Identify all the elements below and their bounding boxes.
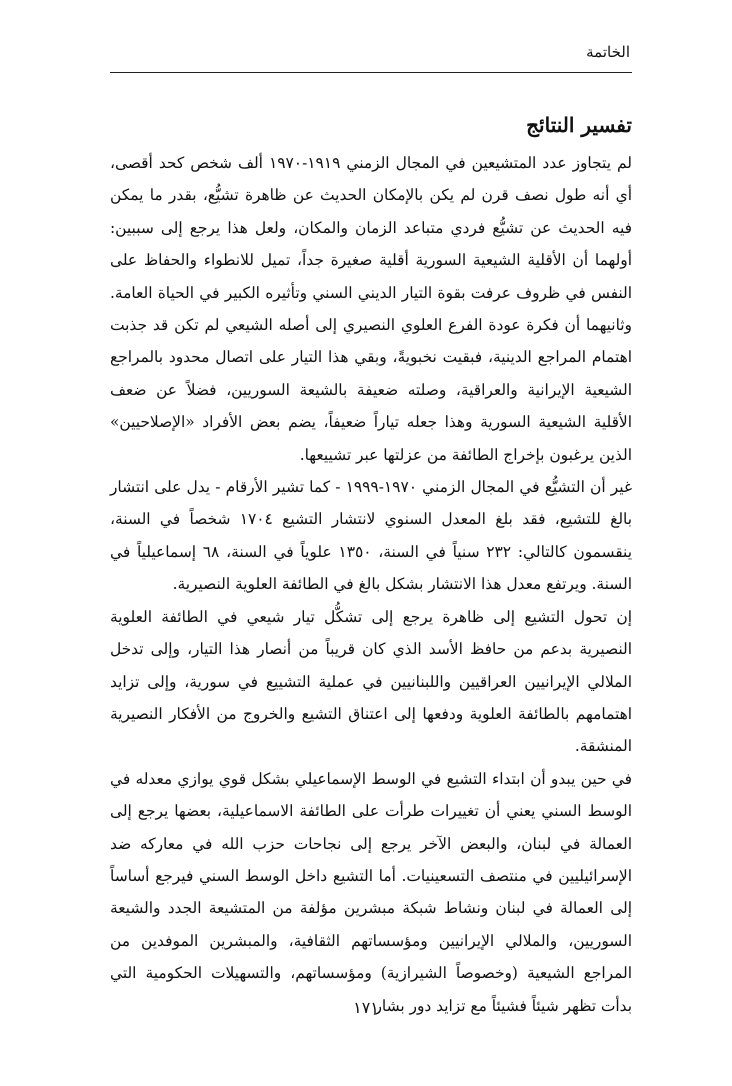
paragraph-3: إن تحول التشيع إلى ظاهرة يرجع إلى تشكُّل تيار شيعي في الطائفة العلوية النصيرية بدعم من حافظ الأسد الذي كان قريباً من أنصار هذا التيار، وإلى تدخل الملالي الإيرانيين العراقيين واللبنانيين في عملية التشييع في سورية، وإلى تزايد اهتمامهم بالطائفة العلوية ودفعها إلى اعتناق التشيع والخروج من الأفكار النصيرية المنشقة. (110, 607, 632, 756)
body-text (110, 147, 632, 1022)
paragraph-1: لم يتجاوز عدد المتشيعين في المجال الزمني ١٩١٩-١٩٧٠ ألف شخص كحد أقصى، أي أنه طول نصف قرن لم يكن بالإمكان الحديث عن ظاهرة تشيُّع، بقدر ما يمكن فيه الحديث عن تشيُّع فردي متباعد الزمان والمكان، ولعل هذا يرجع إلى سببين: أولهما أن الأقلية الشيعية السورية أقلية صغيرة جداً، تميل للانطواء والحفاظ على النفس في ظروف عرفت بقوة التيار الديني السني وتأثيره الكبير في الحياة العامة. وثانيهما أن فكرة عودة الفرع العلوي النصيري إلى أصله الشيعي لم تكن قد جذبت اهتمام المراجع الدينية، فبقيت نخبويةً، وبقي هذا التيار على اتصال محدود بالمراجع الشيعية الإيرانية والعراقية، وصلته ضعيفة بالشيعة السوريين، فضلاً عن ضعف الأقلية الشيعية السورية وهذا جعله تياراً ضعيفاً، يضم بعض الأفراد «الإصلاحيين» الذين يرغبون بإخراج الطائفة من عزلتها عبر تشييعها. (110, 154, 632, 464)
paragraph-2: غير أن التشيُّع في المجال الزمني ١٩٧٠-١٩٩٩ - كما تشير الأرقام - يدل على انتشار بالغ للتشيع، فقد بلغ المعدل السنوي لانتشار التشيع ١٧٠٤ شخصاً في السنة، ينقسمون كالتالي: ٢٣٢ سنياً في السنة، ١٣٥٠ علوياً في السنة، ٦٨ إسماعيلياً في السنة. ويرتفع معدل هذا الانتشار بشكل بالغ في الطائفة العلوية النصيرية. (110, 478, 632, 594)
header-rule (110, 72, 632, 73)
running-header: الخاتمة (586, 43, 630, 61)
paragraph-4: في حين يبدو أن ابتداء التشيع في الوسط الإسماعيلي بشكل قوي يوازي معدله في الوسط السني يعني أن تغييرات طرأت على الطائفة الاسماعيلية، بعضها يرجع إلى العمالة في لبنان، والبعض الآخر يرجع إلى نجاحات حزب الله في معاركه ضد الإسرائيليين في منتصف التسعينيات. أما التشيع داخل الوسط السني فيرجع أساساً إلى العمالة في لبنان ونشاط شبكة مبشرين مؤلفة من المتشيعة الجدد والشيعة السوريين، والملالي الإيرانيين ومؤسساتهم الثقافية، والمبشرين الموفدين من المراجع الشيعية (وخصوصاً الشيرازية) ومؤسساتهم، والتسهيلات الحكومية التي بدأت تظهر شيئاً فشيئاً مع تزايد دور بشار (110, 769, 632, 1015)
section-title: تفسير النتائج (526, 113, 632, 137)
page-number: ١٧١ (353, 998, 379, 1017)
